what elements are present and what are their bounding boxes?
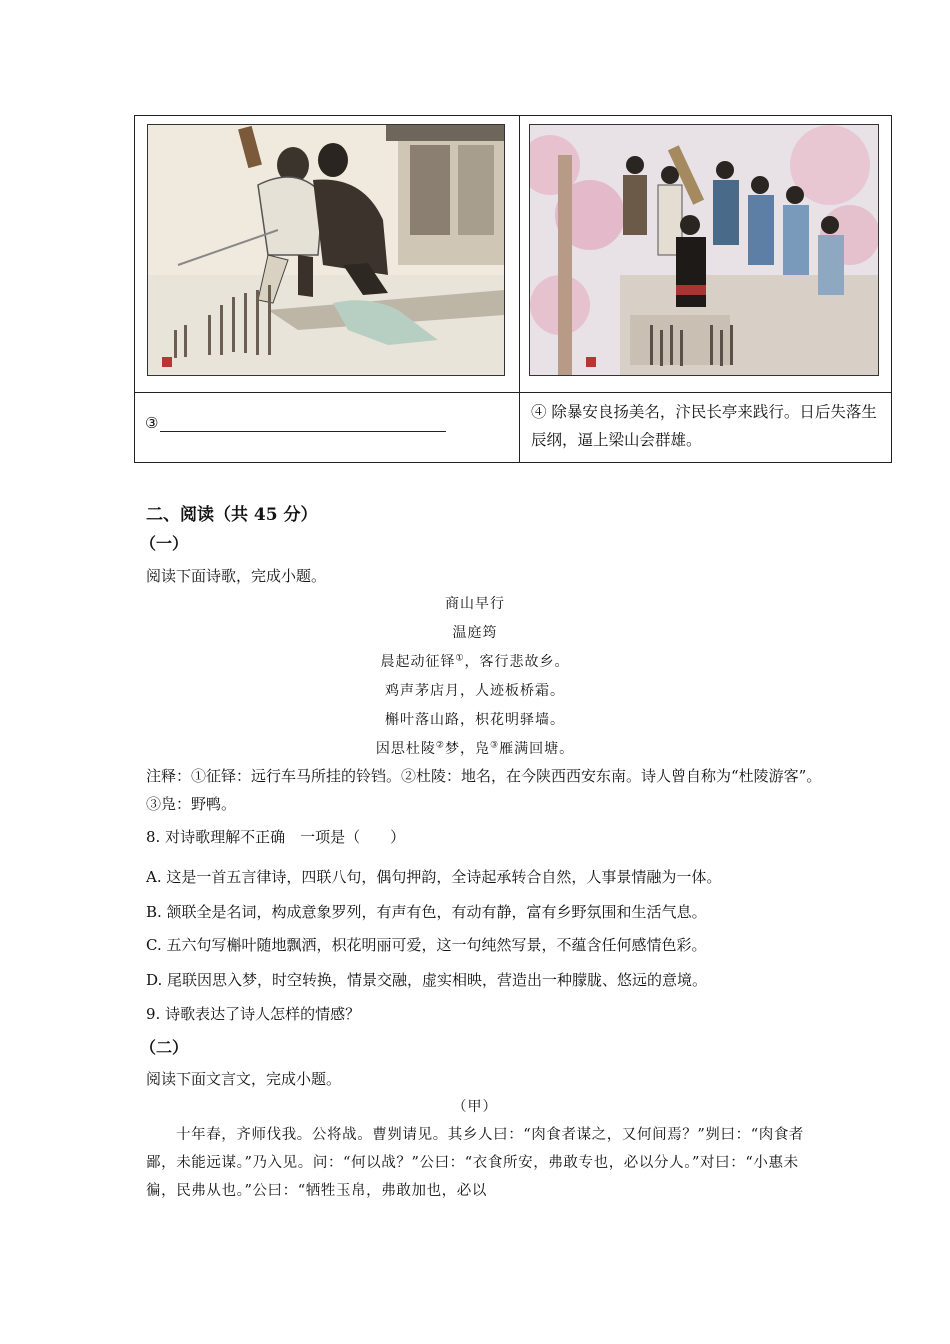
footnote-mark-3: ③: [490, 740, 500, 751]
q8-option-c[interactable]: C. 五六句写槲叶随地飘洒，枳花明丽可爱，这一句纯然写景，不蕴含任何感情色彩。: [146, 936, 707, 954]
section-title: 二、阅读（共 45 分）: [146, 505, 318, 525]
table-divider-horizontal: [135, 392, 891, 393]
q8-option-d[interactable]: D. 尾联因思入梦，时空转换，情景交融，虚实相映，营造出一种朦胧、悠远的意境。: [146, 971, 708, 989]
part1-heading: （一）: [140, 534, 189, 553]
footnote-mark-2: ②: [435, 740, 445, 751]
poem-line-2: 鸡声茅店月，人迹板桥霜。: [385, 683, 565, 699]
poem-line-4c: 雁满回塘。: [499, 741, 575, 757]
poem-line-4: [0, 738, 950, 758]
cell3-label: ③: [145, 414, 159, 432]
poem-line-1b: ，客行悲故乡。: [464, 654, 570, 670]
illustration-table: [134, 115, 892, 463]
question-8: 8. 对诗歌理解不正确 一项是（ ）: [146, 828, 406, 846]
instruction-poem: 阅读下面诗歌，完成小题。: [146, 567, 327, 585]
classical-passage: 十年春，齐师伐我。公将战。曹刿请见。其乡人曰：“肉食者谋之，又何间焉？”刿曰：“肉食者鄙，未能远谋。”乃入见。问：“何以战？”公曰：“衣食所安，弗敢专也，必以分人。”对曰：“小惠未徧，民弗从也。”公曰：“牺牲玉帛，弗敢加也，必以: [146, 1127, 805, 1199]
blank-cell-3: [145, 414, 446, 432]
poem-notes: 注释：①征铎：远行车马所挂的铃铛。②杜陵：地名，在今陕西西安东南。诗人曾自称为“杜陵游客”。③凫：野鸭。: [146, 767, 822, 813]
poem-line-4a: 因思杜陵: [375, 741, 436, 757]
part2-heading: （二）: [140, 1038, 189, 1057]
poem-line-4b: 梦，凫: [445, 741, 490, 757]
q8-option-b[interactable]: B. 颔联全是名词，构成意象罗列，有声有色，有动有静，富有乡野氛围和生活气息。: [146, 903, 707, 921]
table-divider-vertical: [519, 116, 520, 462]
illustration-fight-image: [147, 124, 505, 376]
poem-line-1: [0, 651, 950, 671]
answer-blank-line[interactable]: [160, 417, 446, 432]
question-9: 9. 诗歌表达了诗人怎样的情感？: [146, 1005, 361, 1023]
illustration-crowd-image: [529, 124, 879, 376]
passage-jia-label: （甲）: [452, 1099, 498, 1115]
cell4-caption: ④ 除暴安良扬美名，汴民长亭来践行。日后失落生辰纲，逼上梁山会群雄。: [531, 403, 877, 449]
poem-title: 商山早行: [445, 596, 505, 612]
poem-line-1a: 晨起动征铎: [380, 654, 456, 670]
poem-line-3: 槲叶落山路，枳花明驿墙。: [385, 712, 565, 728]
instruction-prose: 阅读下面文言文，完成小题。: [146, 1070, 342, 1088]
q8-option-a[interactable]: A. 这是一首五言律诗，四联八句，偶句押韵，全诗起承转合自然，人事景情融为一体。: [146, 868, 722, 886]
footnote-mark-1: ①: [455, 653, 465, 664]
poem-author: 温庭筠: [452, 625, 498, 641]
